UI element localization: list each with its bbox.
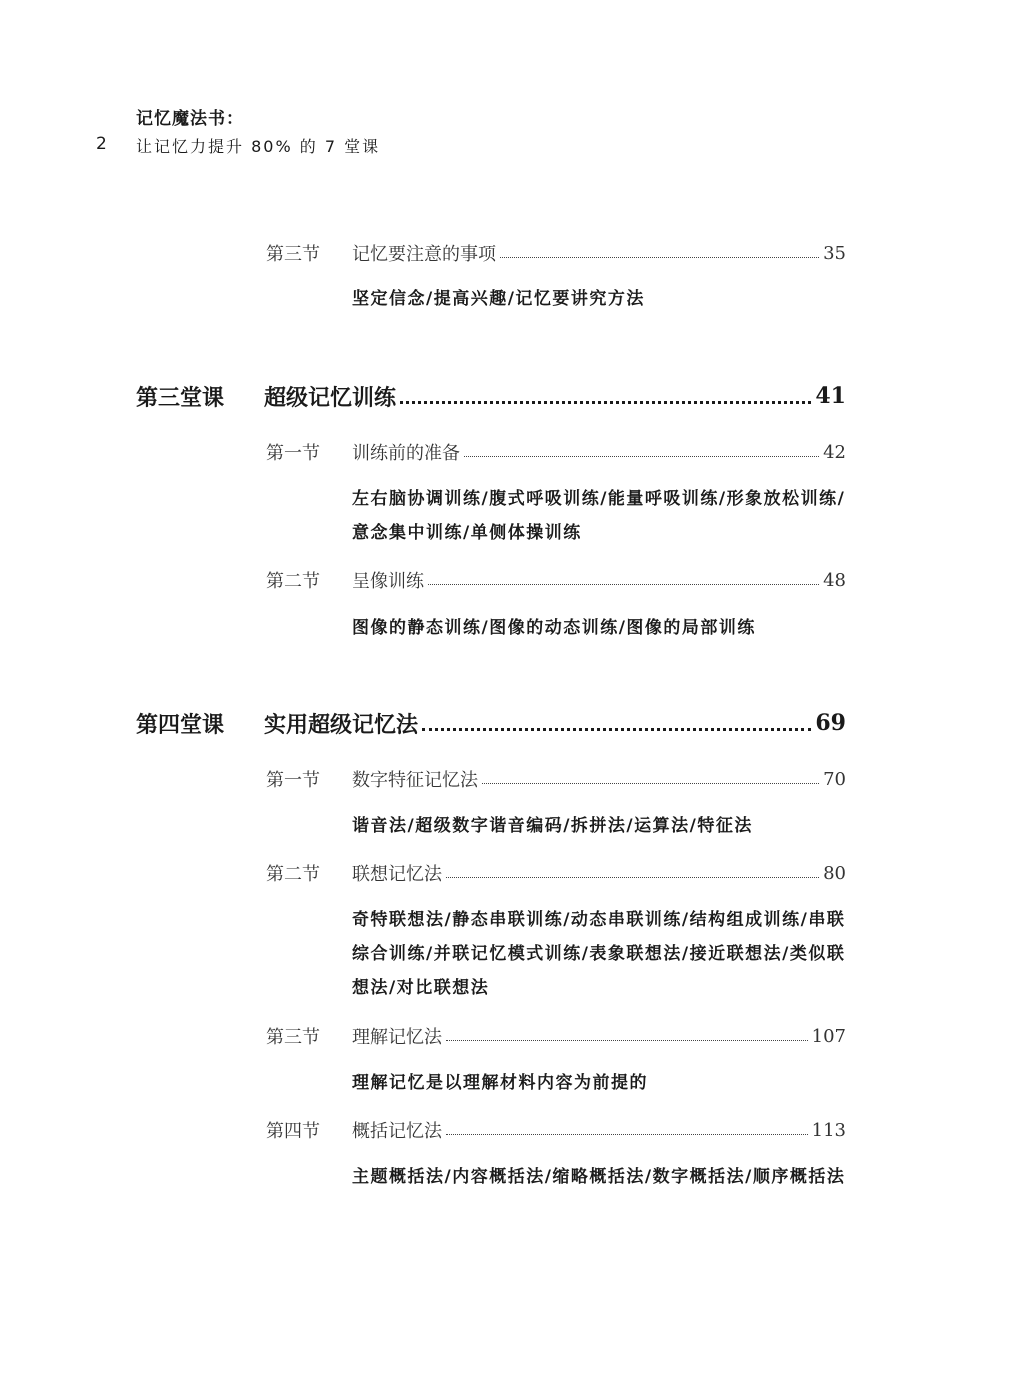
section-page-number: 80 [823,862,846,884]
toc-section-entry[interactable] [266,565,846,595]
dot-leader [400,401,811,404]
dot-leader [428,584,819,585]
section-title: 训练前的准备 [352,443,460,464]
section-page-number: 35 [823,242,846,264]
dot-leader [446,1040,808,1041]
section-topics: 左右脑协调训练/腹式呼吸训练/能量呼吸训练/形象放松训练/意念集中训练/单侧体操训练 [352,489,846,543]
page-number: 2 [96,134,107,154]
section-page-number: 42 [823,441,846,463]
dot-leader [446,877,819,878]
section-label: 第三节 [266,244,320,265]
section-label: 第一节 [266,443,320,464]
chapter-title: 超级记忆训练 [264,384,397,411]
section-topics: 图像的静态训练/图像的动态训练/图像的局部训练 [352,618,756,638]
toc-section-entry[interactable] [266,764,846,794]
section-page-number: 113 [811,1119,846,1141]
section-label: 第二节 [266,571,320,592]
book-title: 记忆魔法书： [136,109,244,129]
section-topics: 理解记忆是以理解材料内容为前提的 [352,1073,648,1093]
dot-leader [482,783,819,784]
chapter-page-number: 69 [815,710,846,736]
toc-chapter-entry[interactable] [136,705,846,741]
toc-section-entry[interactable] [266,1115,846,1145]
section-topics: 主题概括法/内容概括法/缩略概括法/数字概括法/顺序概括法 [352,1167,846,1187]
toc-section-entry[interactable] [266,858,846,888]
dot-leader [422,728,811,731]
chapter-label: 第四堂课 [136,711,225,738]
section-title: 呈像训练 [352,571,424,592]
toc-section-entry[interactable] [266,1021,846,1051]
dot-leader [464,456,819,457]
section-label: 第三节 [266,1027,320,1048]
section-title: 联想记忆法 [352,864,442,885]
toc-section-entry[interactable] [266,437,846,467]
section-title: 概括记忆法 [352,1121,442,1142]
chapter-page-number: 41 [815,383,846,409]
toc-chapter-entry[interactable] [136,378,846,414]
section-label: 第一节 [266,770,320,791]
section-label: 第二节 [266,864,320,885]
section-topics: 奇特联想法/静态串联训练/动态串联训练/结构组成训练/串联综合训练/并联记忆模式训练/表象联想法/接近联想法/类似联想法/对比联想法 [352,910,846,998]
section-topics: 谐音法/超级数字谐音编码/拆拼法/运算法/特征法 [352,816,753,836]
chapter-label: 第三堂课 [136,384,225,411]
dot-leader [500,257,819,258]
toc-section-entry[interactable] [266,238,846,268]
section-page-number: 70 [823,768,846,790]
book-subtitle: 让记忆力提升 80% 的 7 堂课 [136,137,381,156]
section-label: 第四节 [266,1121,320,1142]
dot-leader [446,1134,808,1135]
section-title: 数字特征记忆法 [352,770,478,791]
section-topics: 坚定信念/提高兴趣/记忆要讲究方法 [352,289,645,309]
section-page-number: 107 [811,1025,846,1047]
section-page-number: 48 [823,569,846,591]
chapter-title: 实用超级记忆法 [264,711,419,738]
section-title: 记忆要注意的事项 [352,244,496,265]
section-title: 理解记忆法 [352,1027,442,1048]
